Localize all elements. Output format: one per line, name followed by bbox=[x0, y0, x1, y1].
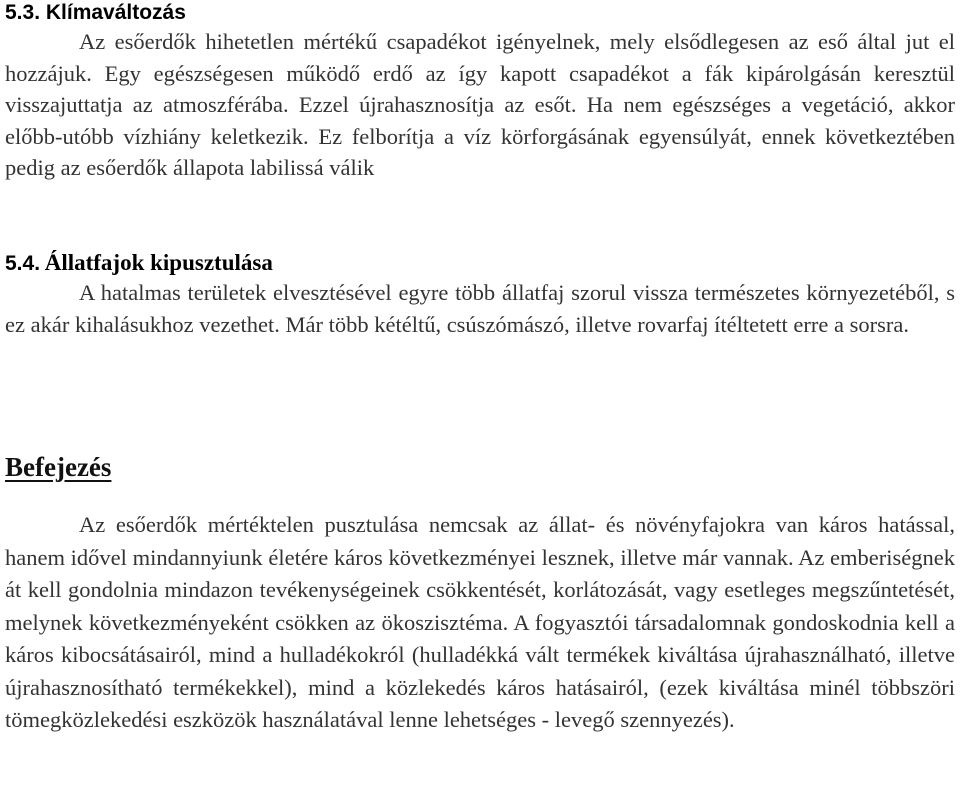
section-number: 5.4. bbox=[5, 252, 41, 275]
conclusion-heading: Befejezés bbox=[5, 452, 112, 482]
section-heading-klimavaltozas: 5.3. Klímaváltozás bbox=[5, 1, 186, 24]
section-title: Állatfajok kipusztulása bbox=[44, 250, 273, 275]
paragraph-klimavaltozas: Az esőerdők hihetetlen mértékű csapadékot igényelnek, mely elsődlegesen az eső által jut el hozzájuk. Egy egészségesen működő erdő az így kapott csapadékot a fák kipárolgásán keresztül visszajuttatja az atmoszférába. Ezzel újrahasznosítja az esőt. Ha nem egészséges a vegetáció, akkor előbb-utóbb vízhiány keletkezik. Ez felborítja a víz körforgásának egyensúlyát, ennek következtében pedig az esőerdők állapota labilissá válik bbox=[5, 29, 955, 180]
section-heading-allatfajok bbox=[5, 248, 273, 280]
paragraph-conclusion: Az esőerdők mértéktelen pusztulása nemcsak az állat- és növényfajokra van káros hatással, hanem idővel mindannyiunk életére káros következményei lesznek, illetve már vannak. Az emberiségnek át kell gondolnia mindazon tevékenységeinek csökkentését, korlátozását, vagy esetleges megszűntetését, melynek következményeként csökken az ökoszisztéma. A fogyasztói társadalomnak gondoskodnia kell a káros kibocsátásairól, mind a hulladékokról (hulladékká vált termékek kiváltása újrahasználható, illetve újrahasznosítható termékekkel), mind a közlekedés káros hatásairól, (ezek kiváltása minél többszöri tömegközlekedési eszközök használatával lenne lehetséges - levegő szennyezés). bbox=[5, 512, 955, 732]
paragraph-allatfajok: A hatalmas területek elvesztésével egyre több állatfaj szorul vissza természetes környezetéből, s ez akár kihalásukhoz vezethet. Már több kétéltű, csúszómászó, illetve rovarfaj ítéltetett erre a sorsra. bbox=[5, 280, 955, 337]
